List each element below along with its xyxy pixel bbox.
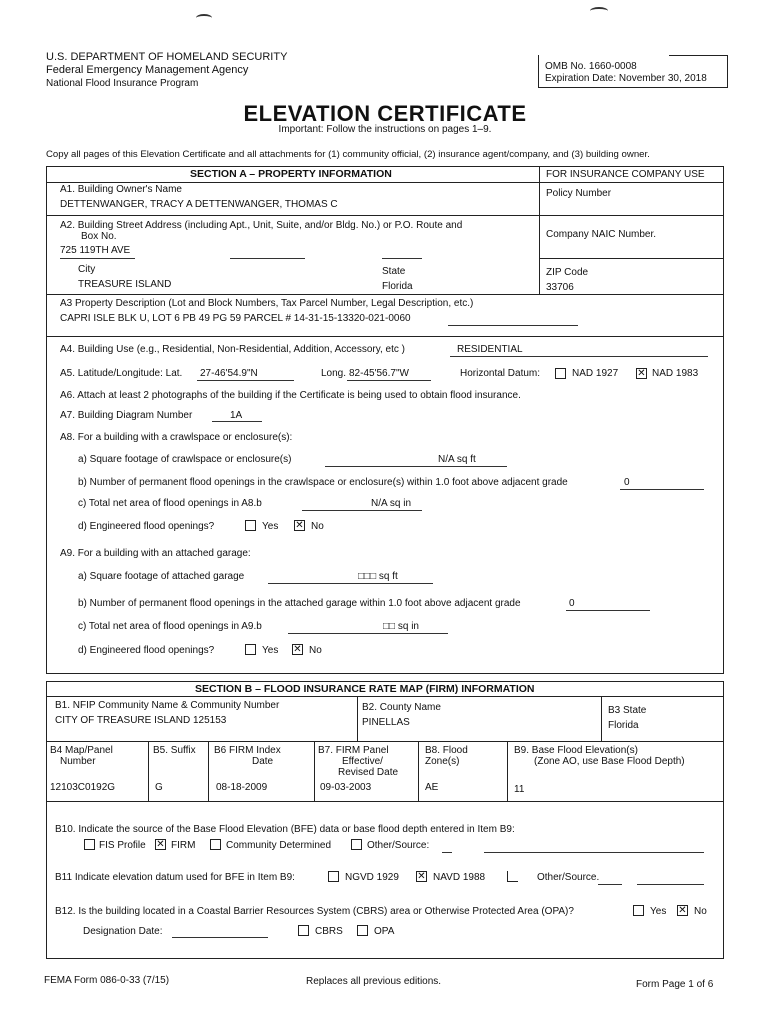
designation-date-label: Designation Date: bbox=[83, 926, 163, 937]
a7-diagram-number[interactable]: 1A bbox=[230, 410, 243, 421]
b7-label-cont: Effective/ bbox=[342, 756, 383, 767]
community-determined-checkbox[interactable] bbox=[210, 839, 221, 850]
b7-label: B7. FIRM Panel bbox=[318, 745, 389, 756]
horizontal-datum-label: Horizontal Datum: bbox=[460, 368, 541, 379]
section-a-header: SECTION A – PROPERTY INFORMATION bbox=[190, 168, 392, 180]
nad1983-label: NAD 1983 bbox=[652, 368, 699, 379]
b3-state[interactable]: Florida bbox=[608, 720, 639, 731]
b6-index-date[interactable]: 08-18-2009 bbox=[216, 782, 268, 793]
a9d-yes-checkbox[interactable] bbox=[245, 644, 256, 655]
form-number: FEMA Form 086-0-33 (7/15) bbox=[44, 975, 170, 986]
department-name: U.S. DEPARTMENT OF HOMELAND SECURITY bbox=[46, 51, 288, 63]
a8d-yes-label: Yes bbox=[262, 521, 279, 532]
policy-number-label: Policy Number bbox=[546, 188, 612, 199]
b7-label-cont2: Revised Date bbox=[338, 767, 399, 778]
other-source-label: Other/Source: bbox=[367, 840, 430, 851]
naic-label: Company NAIC Number. bbox=[546, 229, 657, 240]
b4-label-cont: Number bbox=[60, 756, 96, 767]
b5-suffix[interactable]: G bbox=[155, 782, 163, 793]
a1-owner-name[interactable]: DETTENWANGER, TRACY A DETTENWANGER, THOMAS C bbox=[60, 199, 338, 210]
b12-label: B12. Is the building located in a Coastal Barrier Resources System (CBRS) area or Otherwise Protected Area (OPA)? bbox=[55, 906, 574, 917]
b12-yes-label: Yes bbox=[650, 906, 667, 917]
b9-base-flood-elevation[interactable]: 11 bbox=[514, 784, 525, 795]
document-title: ELEVATION CERTIFICATE bbox=[243, 101, 527, 126]
a9d-yes-label: Yes bbox=[262, 645, 279, 656]
b4-map-panel[interactable]: 12103C0192G bbox=[50, 782, 116, 793]
b7-panel-date[interactable]: 09-03-2003 bbox=[320, 782, 372, 793]
a5-label: A5. Latitude/Longitude: Lat. bbox=[60, 368, 183, 379]
b8-label: B8. Flood bbox=[425, 745, 468, 756]
zip-value[interactable]: 33706 bbox=[546, 282, 574, 293]
nad1983-checkbox[interactable]: ✕ bbox=[637, 368, 646, 379]
b8-label-cont: Zone(s) bbox=[425, 756, 460, 767]
cbrs-checkbox[interactable] bbox=[298, 925, 309, 936]
b11-label: B11 Indicate elevation datum used for BFE in Item B9: bbox=[55, 872, 295, 883]
opa-label: OPA bbox=[374, 926, 395, 937]
b12-no-checkbox[interactable]: ✕ bbox=[678, 905, 687, 916]
omb-number: OMB No. 1660-0008 bbox=[545, 61, 637, 72]
zip-label: ZIP Code bbox=[546, 267, 589, 278]
b2-county[interactable]: PINELLAS bbox=[362, 717, 410, 728]
other-datum-label: Other/Source. bbox=[537, 872, 600, 883]
a9d-label: d) Engineered flood openings? bbox=[78, 645, 215, 656]
a3-property-description[interactable]: CAPRI ISLE BLK U, LOT 6 PB 49 PG 59 PARCEL # 14-31-15-13320-021-0060 bbox=[60, 313, 411, 324]
b8-flood-zone[interactable]: AE bbox=[425, 782, 439, 793]
opa-checkbox[interactable] bbox=[357, 925, 368, 936]
state-value[interactable]: Florida bbox=[382, 281, 413, 292]
agency-name: Federal Emergency Management Agency bbox=[46, 64, 249, 76]
program-name: National Flood Insurance Program bbox=[46, 78, 199, 89]
a8d-no-checkbox[interactable]: ✕ bbox=[295, 520, 304, 531]
insurance-use-header: FOR INSURANCE COMPANY USE bbox=[546, 169, 705, 180]
document-subtitle: Important: Follow the instructions on pages 1–9. bbox=[278, 124, 492, 135]
a8d-no-label: No bbox=[311, 521, 324, 532]
firm-checkbox[interactable]: ✕ bbox=[156, 839, 165, 850]
navd1988-label: NAVD 1988 bbox=[433, 872, 486, 883]
a8d-label: d) Engineered flood openings? bbox=[78, 521, 215, 532]
community-determined-label: Community Determined bbox=[226, 840, 332, 851]
a4-label: A4. Building Use (e.g., Residential, Non-Residential, Addition, Accessory, etc ) bbox=[60, 344, 405, 355]
b1-community[interactable]: CITY OF TREASURE ISLAND 125153 bbox=[55, 715, 227, 726]
city-value[interactable]: TREASURE ISLAND bbox=[78, 279, 172, 290]
b2-label: B2. County Name bbox=[362, 702, 441, 713]
firm-label: FIRM bbox=[171, 840, 196, 851]
b12-yes-checkbox[interactable] bbox=[633, 905, 644, 916]
expiration-date: Expiration Date: November 30, 2018 bbox=[545, 73, 707, 84]
scan-mark-right bbox=[590, 7, 608, 15]
navd1988-checkbox[interactable]: ✕ bbox=[417, 871, 426, 882]
replaces-note: Replaces all previous editions. bbox=[306, 976, 442, 987]
state-label: State bbox=[382, 266, 406, 277]
b12-no-label: No bbox=[694, 906, 707, 917]
ngvd1929-label: NGVD 1929 bbox=[345, 872, 399, 883]
a9b-label: b) Number of permanent flood openings in the attached garage within 1.0 foot above adjacent grade bbox=[78, 598, 521, 609]
ngvd1929-checkbox[interactable] bbox=[328, 871, 339, 882]
fis-profile-label: FIS Profile bbox=[99, 840, 146, 851]
a9d-no-label: No bbox=[309, 645, 322, 656]
b9-label-cont: (Zone AO, use Base Flood Depth) bbox=[534, 756, 685, 767]
a8a-label: a) Square footage of crawlspace or enclosure(s) bbox=[78, 454, 292, 465]
a4-building-use[interactable]: RESIDENTIAL bbox=[457, 344, 523, 355]
b5-label: B5. Suffix bbox=[153, 745, 196, 756]
b4-label: B4 Map/Panel bbox=[50, 745, 113, 756]
a9b-value[interactable]: 0 bbox=[569, 598, 575, 609]
a5-long-label: Long. bbox=[321, 368, 347, 379]
b6-label-cont: Date bbox=[252, 756, 274, 767]
fis-profile-checkbox[interactable] bbox=[84, 839, 95, 850]
a5-longitude[interactable]: 82-45'56.7"W bbox=[349, 368, 409, 379]
other-source-checkbox[interactable] bbox=[351, 839, 362, 850]
a8c-value[interactable]: N/A sq in bbox=[371, 498, 412, 509]
a3-label: A3 Property Description (Lot and Block Numbers, Tax Parcel Number, Legal Description, etc.) bbox=[60, 298, 474, 309]
scan-mark-left bbox=[196, 14, 212, 22]
b1-label: B1. NFIP Community Name & Community Number bbox=[55, 700, 280, 711]
a9-label: A9. For a building with an attached garage: bbox=[60, 548, 251, 559]
a2-label: A2. Building Street Address (including Apt., Unit, Suite, and/or Bldg. No.) or P.O. Route and bbox=[60, 220, 463, 231]
a7-label: A7. Building Diagram Number bbox=[60, 410, 193, 421]
a6-label: A6. Attach at least 2 photographs of the building if the Certificate is being used to obtain flood insurance. bbox=[60, 390, 521, 401]
a8c-label: c) Total net area of flood openings in A8.b bbox=[78, 498, 262, 509]
nad1927-checkbox[interactable] bbox=[555, 368, 566, 379]
b3-label: B3 State bbox=[608, 705, 647, 716]
page-number: Form Page 1 of 6 bbox=[636, 979, 714, 990]
a9d-no-checkbox[interactable]: ✕ bbox=[293, 644, 302, 655]
b10-label: B10. Indicate the source of the Base Flood Elevation (BFE) data or base flood depth entered in Item B9: bbox=[55, 824, 515, 835]
a1-label: A1. Building Owner's Name bbox=[60, 184, 182, 195]
a9a-label: a) Square footage of attached garage bbox=[78, 571, 245, 582]
a8a-value[interactable]: N/A sq ft bbox=[438, 454, 476, 465]
a9c-value[interactable]: □□ sq in bbox=[383, 621, 419, 632]
other-datum-checkbox[interactable] bbox=[507, 871, 518, 882]
a8b-value[interactable]: 0 bbox=[624, 477, 630, 488]
a2-label-cont: Box No. bbox=[81, 231, 117, 242]
b9-label: B9. Base Flood Elevation(s) bbox=[514, 745, 638, 756]
copy-note: Copy all pages of this Elevation Certificate and all attachments for (1) community official, (2) insurance agent/company, and (3) building owner. bbox=[46, 149, 650, 160]
a5-latitude[interactable]: 27-46'54.9"N bbox=[200, 368, 258, 379]
b6-label: B6 FIRM Index bbox=[214, 745, 281, 756]
omb-box bbox=[538, 55, 728, 88]
cbrs-label: CBRS bbox=[315, 926, 343, 937]
a8b-label: b) Number of permanent flood openings in the crawlspace or enclosure(s) within 1.0 foot above adjacent grade bbox=[78, 477, 568, 488]
a9c-label: c) Total net area of flood openings in A9.b bbox=[78, 621, 262, 632]
city-label: City bbox=[78, 264, 96, 275]
a8d-yes-checkbox[interactable] bbox=[245, 520, 256, 531]
section-b-header: SECTION B – FLOOD INSURANCE RATE MAP (FIRM) INFORMATION bbox=[195, 683, 535, 695]
a8-label: A8. For a building with a crawlspace or enclosure(s): bbox=[60, 432, 293, 443]
a2-street-address[interactable]: 725 119TH AVE bbox=[60, 245, 131, 256]
a9a-value[interactable]: □□□ sq ft bbox=[358, 571, 398, 582]
nad1927-label: NAD 1927 bbox=[572, 368, 619, 379]
